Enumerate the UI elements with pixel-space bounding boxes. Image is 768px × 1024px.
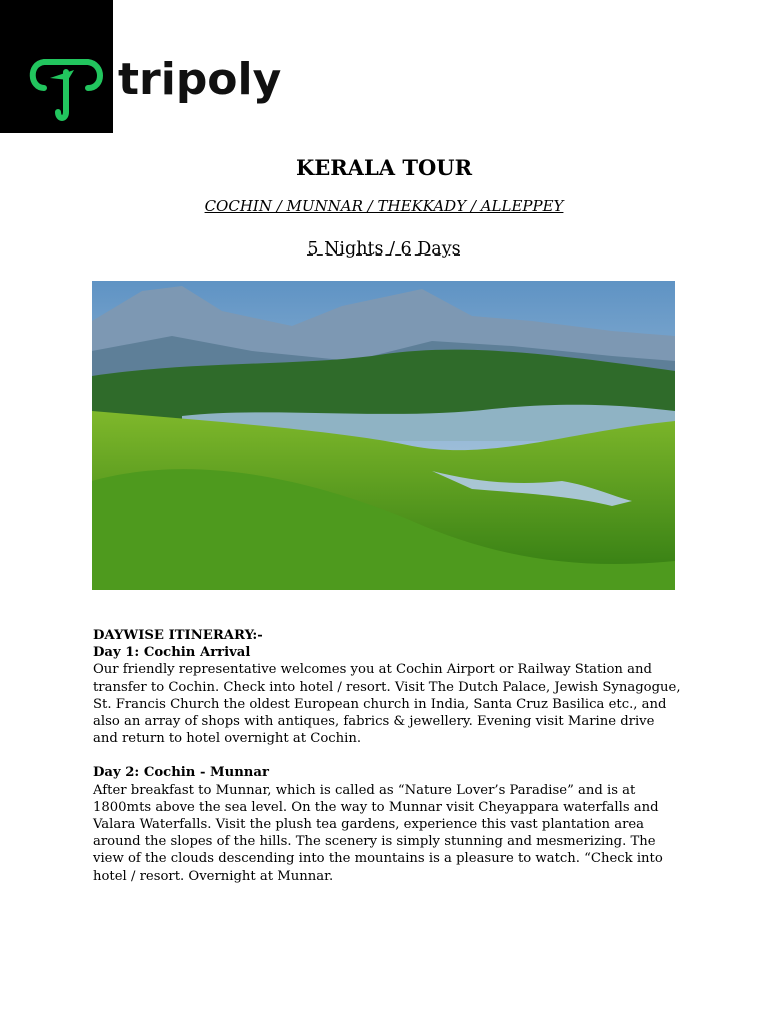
tour-duration: 5 Nights / 6 Days [307, 239, 461, 259]
page-title: KERALA TOUR [295, 155, 473, 180]
day-1-title: Day 1: Cochin Arrival [93, 645, 251, 661]
day-2-description: After breakfast to Munnar, which is called as “Nature Lover’s Paradise” and is at 1800mts above the sea level. On the way to Munnar visit Cheyappara waterfalls and Valara Waterfalls. Visit the plush tea gardens, experience this vast plantation area around the slopes of the hills. The scenery is simply stunning and mesmerizing. The view of the clouds descending into the mountains is a pleasure to watch. “Check into hotel / resort. Overnight at Munnar. [93, 782, 663, 884]
day-2-title: Day 2: Cochin - Munnar [93, 765, 269, 781]
tripoly-logo-icon [24, 58, 108, 124]
day-1-description: Our friendly representative welcomes you at Cochin Airport or Railway Station and transfer to Cochin. Check into hotel / resort. Visit The Dutch Palace, Jewish Synagogue, St. Francis Church the oldest European church in India, Santa Cruz Basilica etc., and also an array of shops with antiques, fabrics & jewellery. Evening visit Marine drive and return to hotel overnight at Cochin. [93, 662, 681, 747]
route-subtitle: COCHIN / MUNNAR / THEKKADY / ALLEPPEY [204, 197, 564, 215]
daywise-itinerary [93, 627, 683, 885]
hero-landscape-image [92, 281, 675, 590]
brand-name: tripoly [118, 54, 282, 105]
itinerary-heading: DAYWISE ITINERARY:- [93, 628, 263, 643]
